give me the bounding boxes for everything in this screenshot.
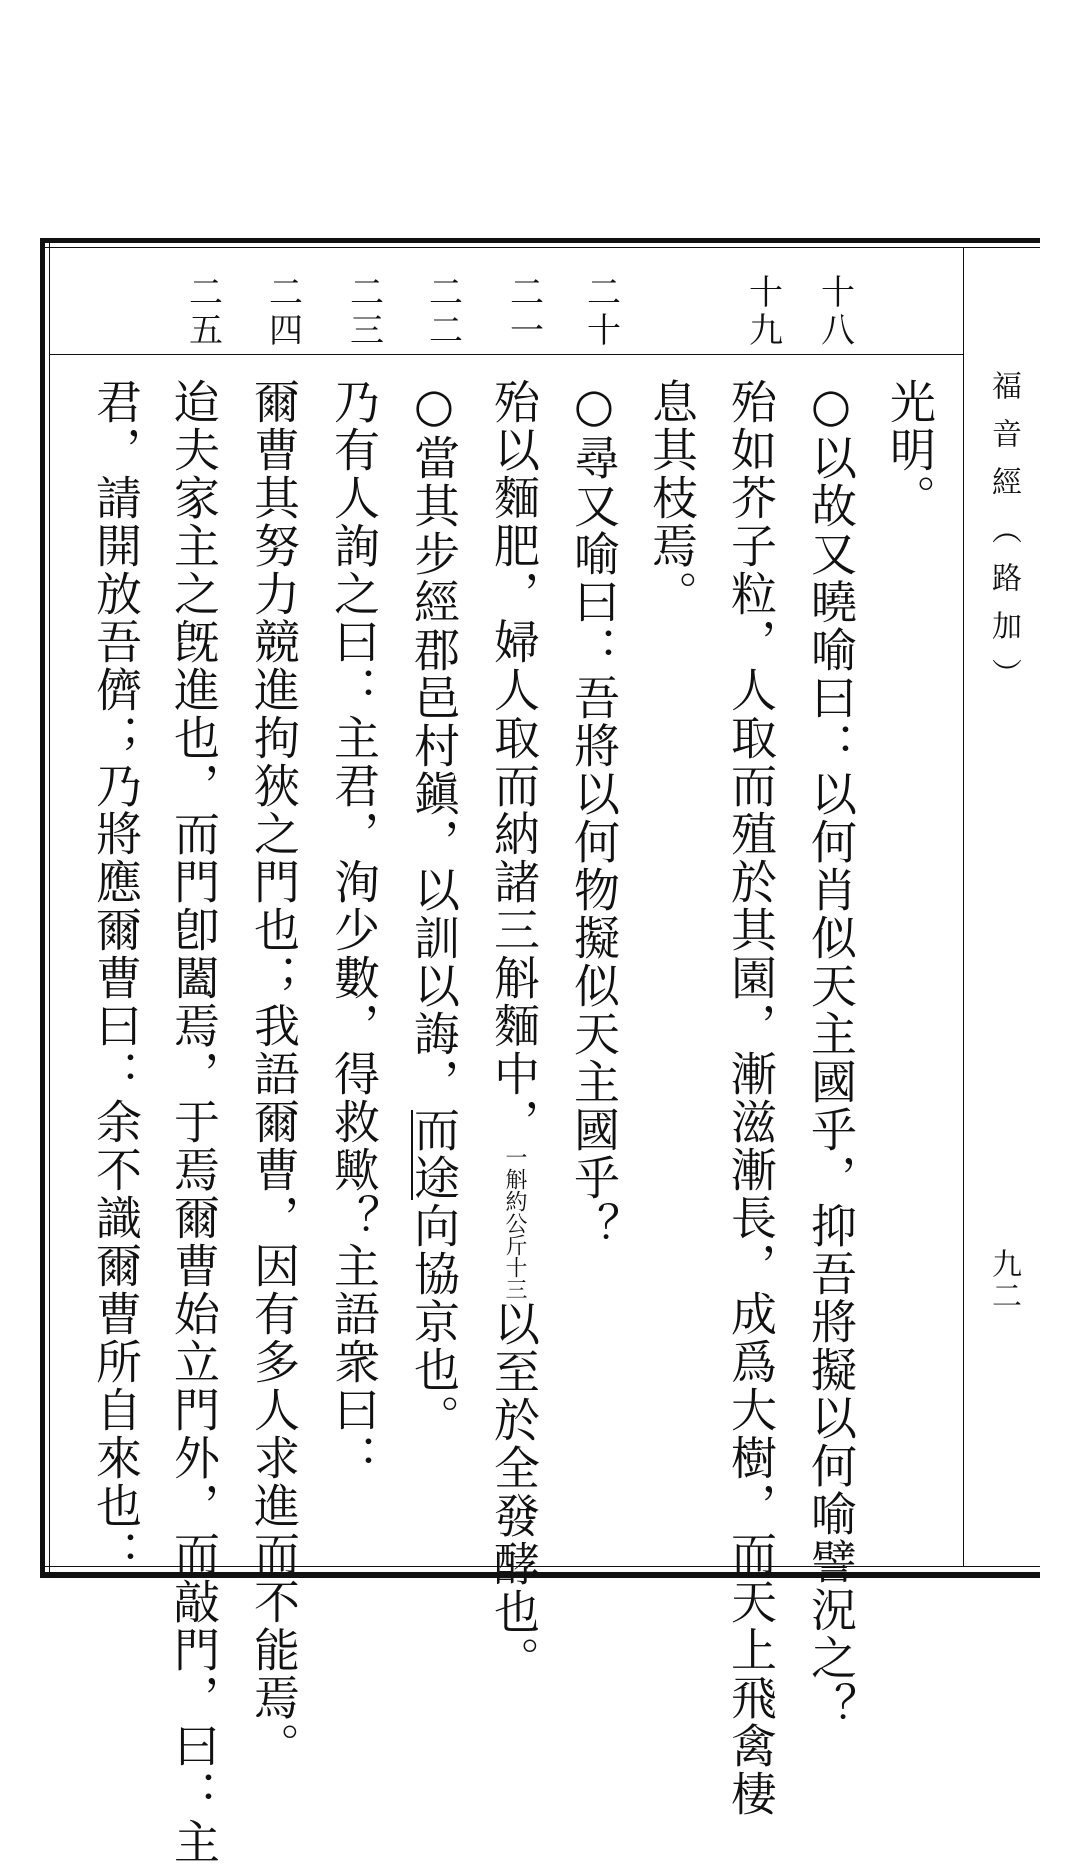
verse-number: 二二	[429, 273, 463, 351]
verse-number: 二四	[269, 273, 303, 351]
text-column: 殆如芥子粒，人取而殖於其園，漸滋漸長，成爲大樹，而天上飛禽棲	[724, 378, 778, 1818]
running-header-rule	[963, 248, 964, 1566]
proper-name-mark	[411, 1110, 413, 1200]
verse-number: 二一	[510, 273, 544, 351]
text-column: 爾曹其努力競進拘狹之門也；我語爾曹，因有多人求進而不能焉。	[247, 378, 301, 1770]
text-column	[486, 378, 542, 1684]
verse-number-rule	[50, 354, 963, 355]
verse-number: 二五	[189, 273, 223, 351]
verse-number: 十九	[749, 273, 783, 351]
text-column: 迨夫家主之旣進也，而門卽闔焉，于焉爾曹始立門外，而敲門，曰：主	[167, 378, 221, 1866]
text-column: 君，請開放吾儕；乃將應爾曹曰：余不識爾曹所自來也：	[89, 378, 143, 1578]
text-column: ○以故又曉喻曰：以何肖似天主國乎，抑吾將擬以何喻譬況之？	[804, 378, 858, 1730]
text-column: 光明。	[883, 378, 937, 522]
running-title: 福音經（路加）	[986, 370, 1021, 706]
text-column: 息其枝焉。	[645, 378, 699, 618]
text-column: 乃有人詢之曰：主君，洵少數，得救歟？主語衆曰：	[327, 378, 381, 1482]
text-column: ○尋又喻曰：吾將以何物擬似天主國乎？	[567, 378, 621, 1250]
text-segment: 殆以麵肥，婦人取而納諸三斛麵中，	[487, 378, 541, 1146]
verse-number: 十八	[821, 273, 855, 351]
text-segment: 以至於全發酵也。	[487, 1300, 541, 1684]
page-number: 九二	[986, 1248, 1021, 1312]
verse-number: 二三	[350, 273, 384, 351]
text-column: ○當其步經郡邑村鎭，以訓以誨，而途向協京也。	[407, 378, 461, 1442]
verse-number: 二十	[587, 273, 621, 351]
frame-top-rule	[40, 238, 1040, 248]
annotation-note: 一斛約公斤十三	[502, 1146, 527, 1300]
frame-left-rule	[40, 238, 50, 1578]
